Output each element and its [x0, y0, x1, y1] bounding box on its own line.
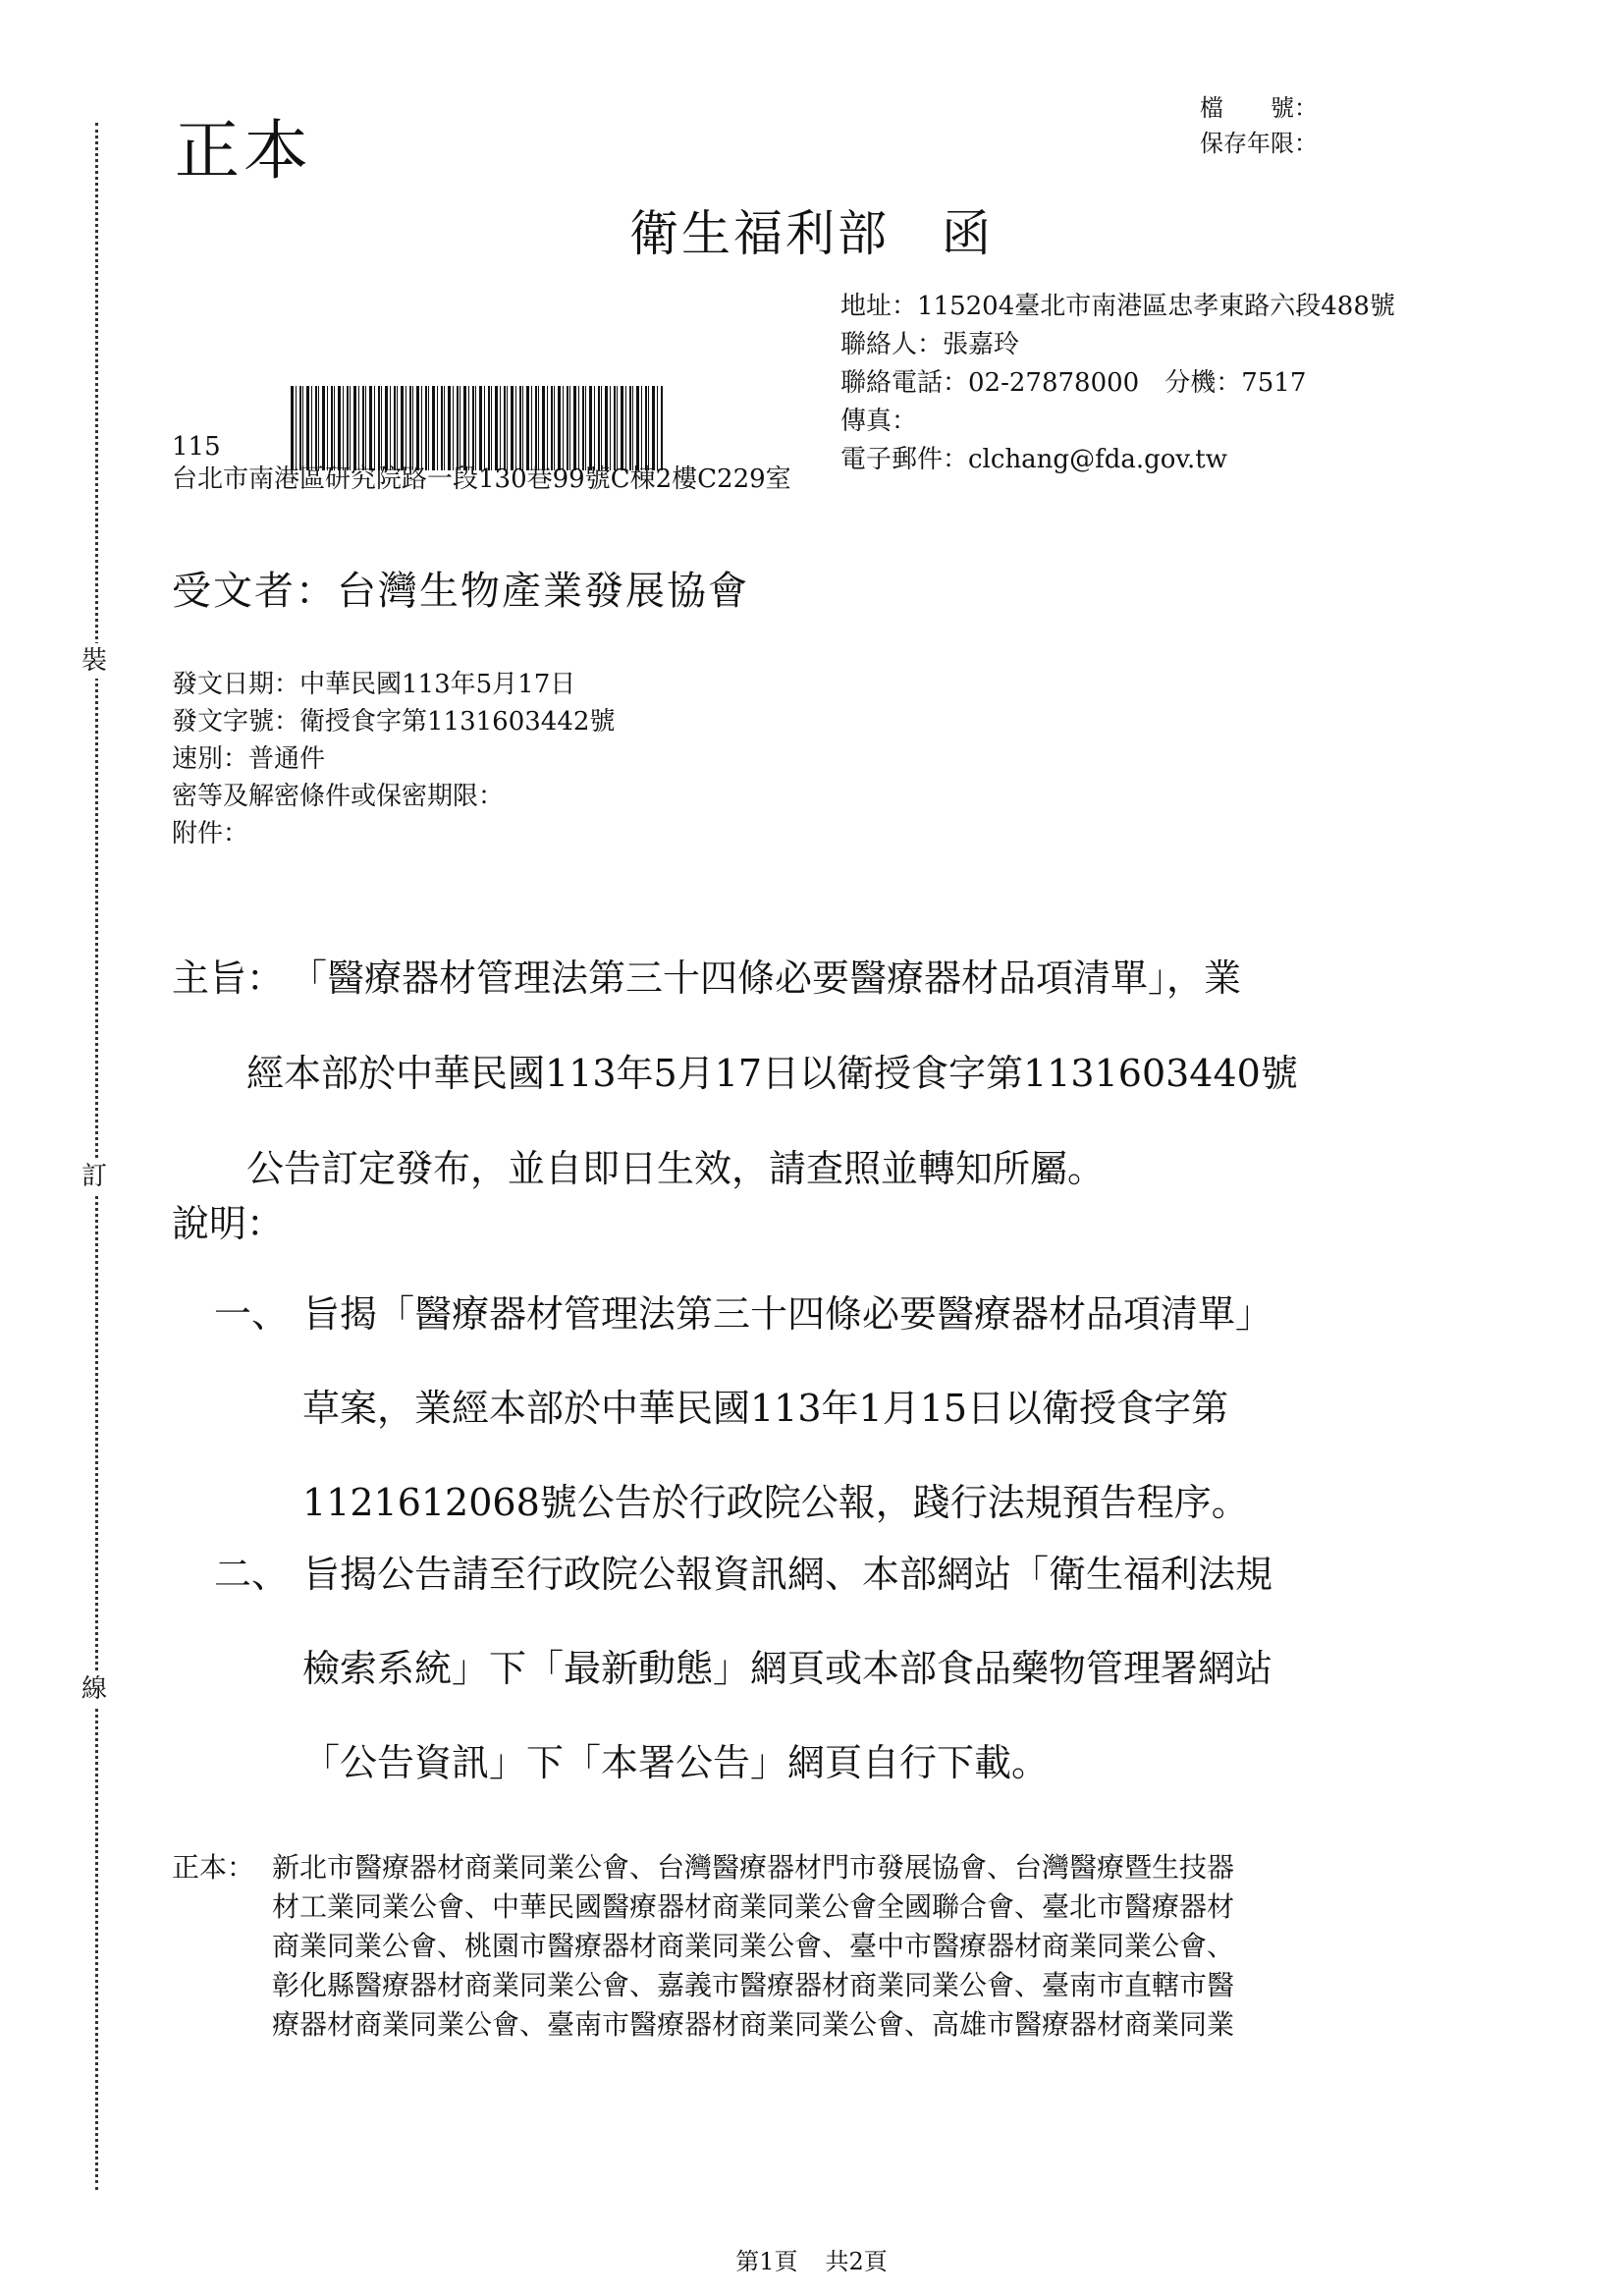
- contact-phone: 聯絡電話：02-27878000 分機：7517: [840, 368, 1307, 398]
- document-title: 衛生福利部 函: [629, 205, 994, 262]
- issue-date: 發文日期：中華民國113年5月17日: [172, 670, 576, 699]
- binding-margin-line: [95, 123, 98, 2190]
- binding-mark-xian: 線: [77, 1671, 112, 1707]
- binding-mark-ding: 訂: [77, 1159, 112, 1194]
- delivery-speed: 速別：普通件: [172, 744, 326, 774]
- current-page: 第1頁: [735, 2248, 798, 2275]
- distribution-label: 正本：: [172, 1851, 255, 1884]
- secrecy-level: 密等及解密條件或保密期限：: [172, 782, 505, 811]
- distribution-line: 商業同業公會、桃園市醫療器材商業同業公會、臺中市醫療器材商業同業公會、: [272, 1930, 1235, 1962]
- subject-label: 主旨：: [172, 957, 285, 1000]
- distribution-line: 新北市醫療器材商業同業公會、台灣醫療器材門市發展協會、台灣醫療暨生技器: [272, 1851, 1235, 1884]
- item-number: 一、: [214, 1292, 290, 1336]
- item-line: 1121612068號公告於行政院公報，踐行法規預告程序。: [302, 1481, 1249, 1524]
- item-line: 「公告資訊」下「本署公告」網頁自行下載。: [302, 1741, 1050, 1784]
- document-meta: [172, 666, 615, 852]
- barcode: [291, 386, 664, 470]
- item-body: [302, 1527, 1272, 1810]
- attachments: 附件：: [172, 819, 249, 848]
- contact-email: 電子郵件：clchang@fda.gov.tw: [840, 445, 1227, 474]
- total-pages: 共2頁: [825, 2248, 888, 2275]
- item-line: 旨揭公告請至行政院公報資訊網、本部網站「衛生福利法規: [302, 1553, 1273, 1596]
- item-line: 檢索系統」下「最新動態」網頁或本部食品藥物管理署網站: [302, 1647, 1273, 1690]
- subject-line: 經本部於中華民國113年5月17日以衛授食字第1131603440號: [172, 1052, 1298, 1095]
- item-number: 二、: [214, 1553, 290, 1596]
- distribution-line: 彰化縣醫療器材商業同業公會、嘉義市醫療器材商業同業公會、臺南市直轄市醫: [272, 1969, 1235, 2001]
- description-label: 說明：: [172, 1202, 285, 1245]
- recipient: 受文者：台灣生物產業發展協會: [172, 569, 749, 614]
- item-line: 旨揭「醫療器材管理法第三十四條必要醫療器材品項清單」: [302, 1292, 1273, 1336]
- subject-line: 公告訂定發布，並自即日生效，請查照並轉知所屬。: [172, 1147, 1106, 1190]
- distribution-line: 材工業同業公會、中華民國醫療器材商業同業公會全國聯合會、臺北市醫療器材: [272, 1890, 1235, 1923]
- original-copy-stamp: 正本: [175, 113, 312, 189]
- distribution-list: [272, 1848, 1234, 2045]
- subject-line: 「醫療器材管理法第三十四條必要醫療器材品項清單」，業: [290, 957, 1242, 1000]
- file-number-label: 檔 號：: [1200, 94, 1318, 122]
- page-number: [0, 2242, 1623, 2276]
- contact-fax: 傳真：: [840, 407, 918, 436]
- receiver-postcode: 115: [172, 432, 221, 462]
- binding-mark-zhuang: 裝: [77, 643, 112, 679]
- distribution-line: 療器材商業同業公會、臺南市醫療器材商業同業公會、高雄市醫療器材商業同業: [272, 2008, 1235, 2041]
- receiver-address: 台北市南港區研究院路一段130巷99號C棟2樓C229室: [172, 465, 791, 494]
- sender-contact-block: [840, 288, 1395, 479]
- contact-person: 聯絡人：張嘉玲: [840, 330, 1020, 359]
- document-number: 發文字號：衛授食字第1131603442號: [172, 707, 616, 737]
- retention-period-label: 保存年限：: [1200, 130, 1318, 157]
- item-body: [302, 1267, 1272, 1550]
- sender-address: 地址：115204臺北市南港區忠孝東路六段488號: [840, 292, 1395, 321]
- file-info: [1200, 90, 1318, 161]
- item-line: 草案，業經本部於中華民國113年1月15日以衛授食字第: [302, 1387, 1229, 1430]
